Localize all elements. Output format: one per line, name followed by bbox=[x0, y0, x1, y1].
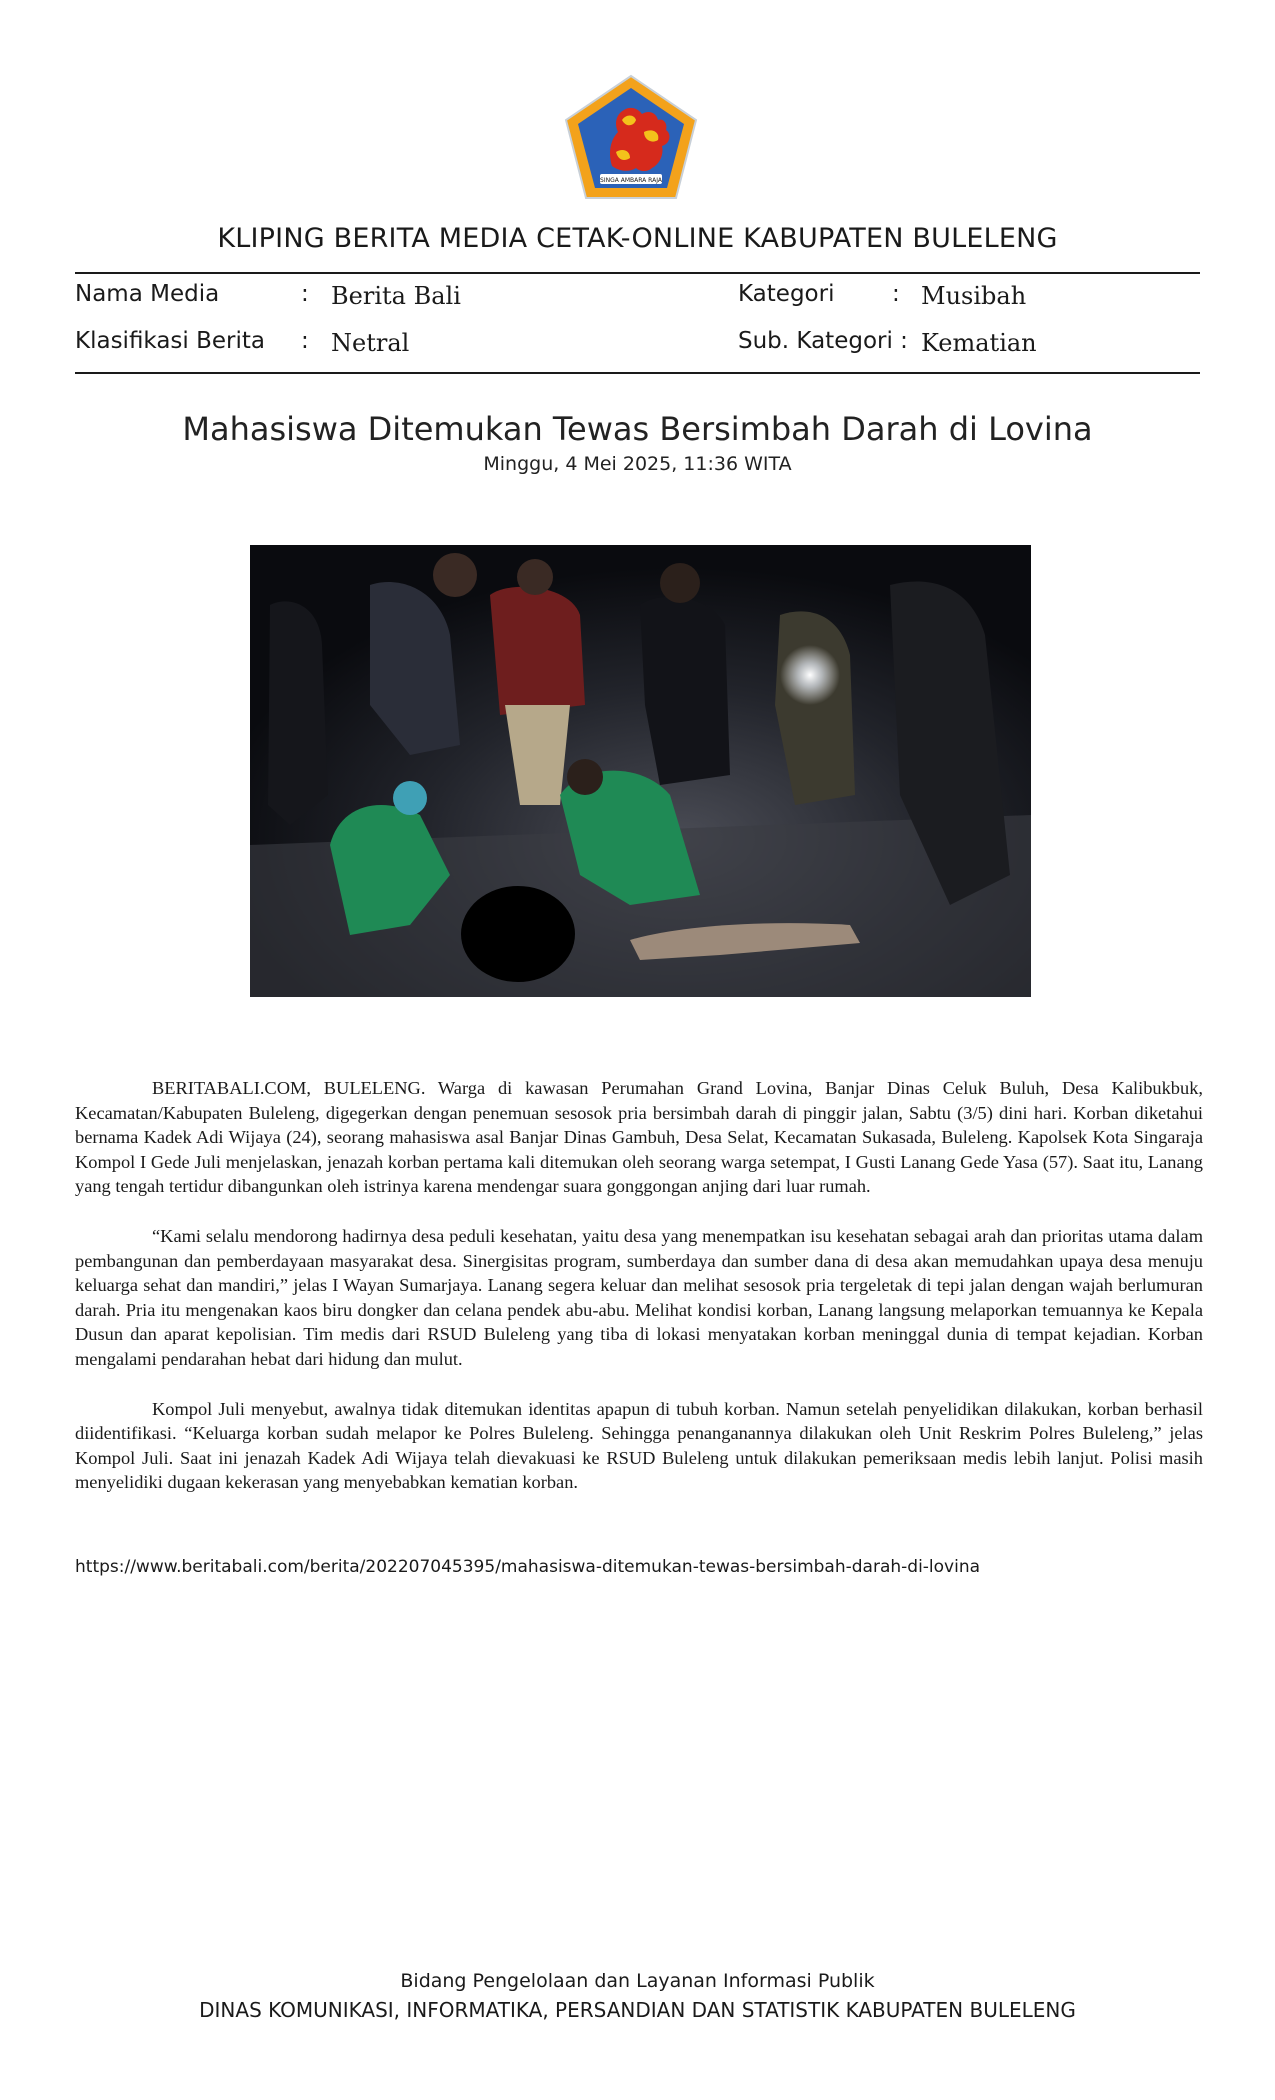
meta-label-sub-kategori: Sub. Kategori : bbox=[738, 328, 908, 354]
article-paragraph-3: Kompol Juli menyebut, awalnya tidak ditemukan identitas apapun di tubuh korban. Namun setelah penyelidikan dilakukan, korban berhasil diidentifikasi. “Keluarga korban sudah melapor ke Polres Buleleng. Sehingga penanganannya dilakukan oleh Unit Reskrim Polres Buleleng,” jelas Kompol Juli. Saat ini jenazah Kadek Adi Wijaya telah dievakuasi ke RSUD Buleleng untuk dilakukan pemeriksaan medis lebih lanjut. Polisi masih menyelidiki dugaan kekerasan yang menyebabkan kematian korban. bbox=[75, 1398, 1203, 1493]
header-bottom-rule bbox=[75, 372, 1200, 374]
source-url-link[interactable]: https://www.beritabali.com/berita/202207045395/mahasiswa-ditemukan-tewas-bersimbah-darah-di-lovina bbox=[75, 1557, 981, 1577]
article-photo bbox=[250, 545, 1031, 997]
meta-label-nama-media: Nama Media bbox=[75, 281, 220, 307]
meta-value-nama-media: Berita Bali bbox=[331, 282, 461, 310]
article-paragraph-1: BERITABALI.COM, BULELENG. Warga di kawasan Perumahan Grand Lovina, Banjar Dinas Celuk Buluh, Desa Kalibukbuk, Kecamatan/Kabupaten Buleleng, digegerkan dengan penemuan sesosok pria bersimbah darah di pinggir jalan, Sabtu (3/5) dini hari. Korban diketahui bernama Kadek Adi Wijaya (24), seorang mahasiswa asal Banjar Dinas Gambuh, Desa Selat, Kecamatan Sukasada, Buleleng. Kapolsek Kota Singaraja Kompol I Gede Juli menjelaskan, jenazah korban pertama kali ditemukan oleh seorang warga setempat, I Gusti Lanang Gede Yasa (57). Saat itu, Lanang yang tengah tertidur dibangunkan oleh istrinya karena mendengar suara gonggongan anjing dari luar rumah. bbox=[75, 1078, 1203, 1197]
meta-colon-klasifikasi: : bbox=[301, 328, 309, 354]
article-body bbox=[75, 1076, 1203, 1520]
article-title: Mahasiswa Ditemukan Tewas Bersimbah Darah di Lovina bbox=[182, 410, 1093, 448]
header-top-rule bbox=[75, 272, 1200, 274]
meta-colon-nama-media: : bbox=[301, 281, 309, 307]
meta-label-kategori: Kategori bbox=[738, 281, 835, 307]
logo-motto: SINGA AMBARA RAJA bbox=[600, 177, 662, 184]
kabupaten-logo-icon bbox=[564, 74, 698, 200]
footer-department: Bidang Pengelolaan dan Layanan Informasi Publik bbox=[400, 1970, 875, 1992]
meta-colon-kategori: : bbox=[892, 281, 900, 307]
page-header-title: KLIPING BERITA MEDIA CETAK-ONLINE KABUPATEN BULELENG bbox=[217, 223, 1058, 254]
footer-agency: DINAS KOMUNIKASI, INFORMATIKA, PERSANDIAN DAN STATISTIK KABUPATEN BULELENG bbox=[199, 1998, 1076, 2022]
article-paragraph-2: “Kami selalu mendorong hadirnya desa peduli kesehatan, yaitu desa yang menempatkan isu kesehatan sebagai arah dan prioritas utama dalam pembangunan dan pemberdayaan masyarakat desa. Sinergisitas program, sumberdaya dan sumber dana di desa akan memudahkan upaya desa menuju keluarga sehat dan mandiri,” jelas I Wayan Sumarjaya. Lanang segera keluar dan melihat sesosok pria tergeletak di tepi jalan dengan wajah berlumuran darah. Pria itu mengenakan kaos biru dongker dan celana pendek abu-abu. Melihat kondisi korban, Lanang langsung melaporkan temuannya ke Kepala Dusun dan aparat kepolisian. Tim medis dari RSUD Buleleng yang tiba di lokasi menyatakan korban meninggal dunia di tempat kejadian. Korban mengalami pendarahan hebat dari hidung dan mulut. bbox=[75, 1225, 1203, 1369]
meta-value-sub-kategori: Kematian bbox=[921, 329, 1037, 357]
meta-value-klasifikasi: Netral bbox=[331, 329, 410, 357]
meta-label-klasifikasi: Klasifikasi Berita bbox=[75, 328, 266, 354]
article-date: Minggu, 4 Mei 2025, 11:36 WITA bbox=[483, 453, 792, 475]
meta-value-kategori: Musibah bbox=[921, 282, 1027, 310]
